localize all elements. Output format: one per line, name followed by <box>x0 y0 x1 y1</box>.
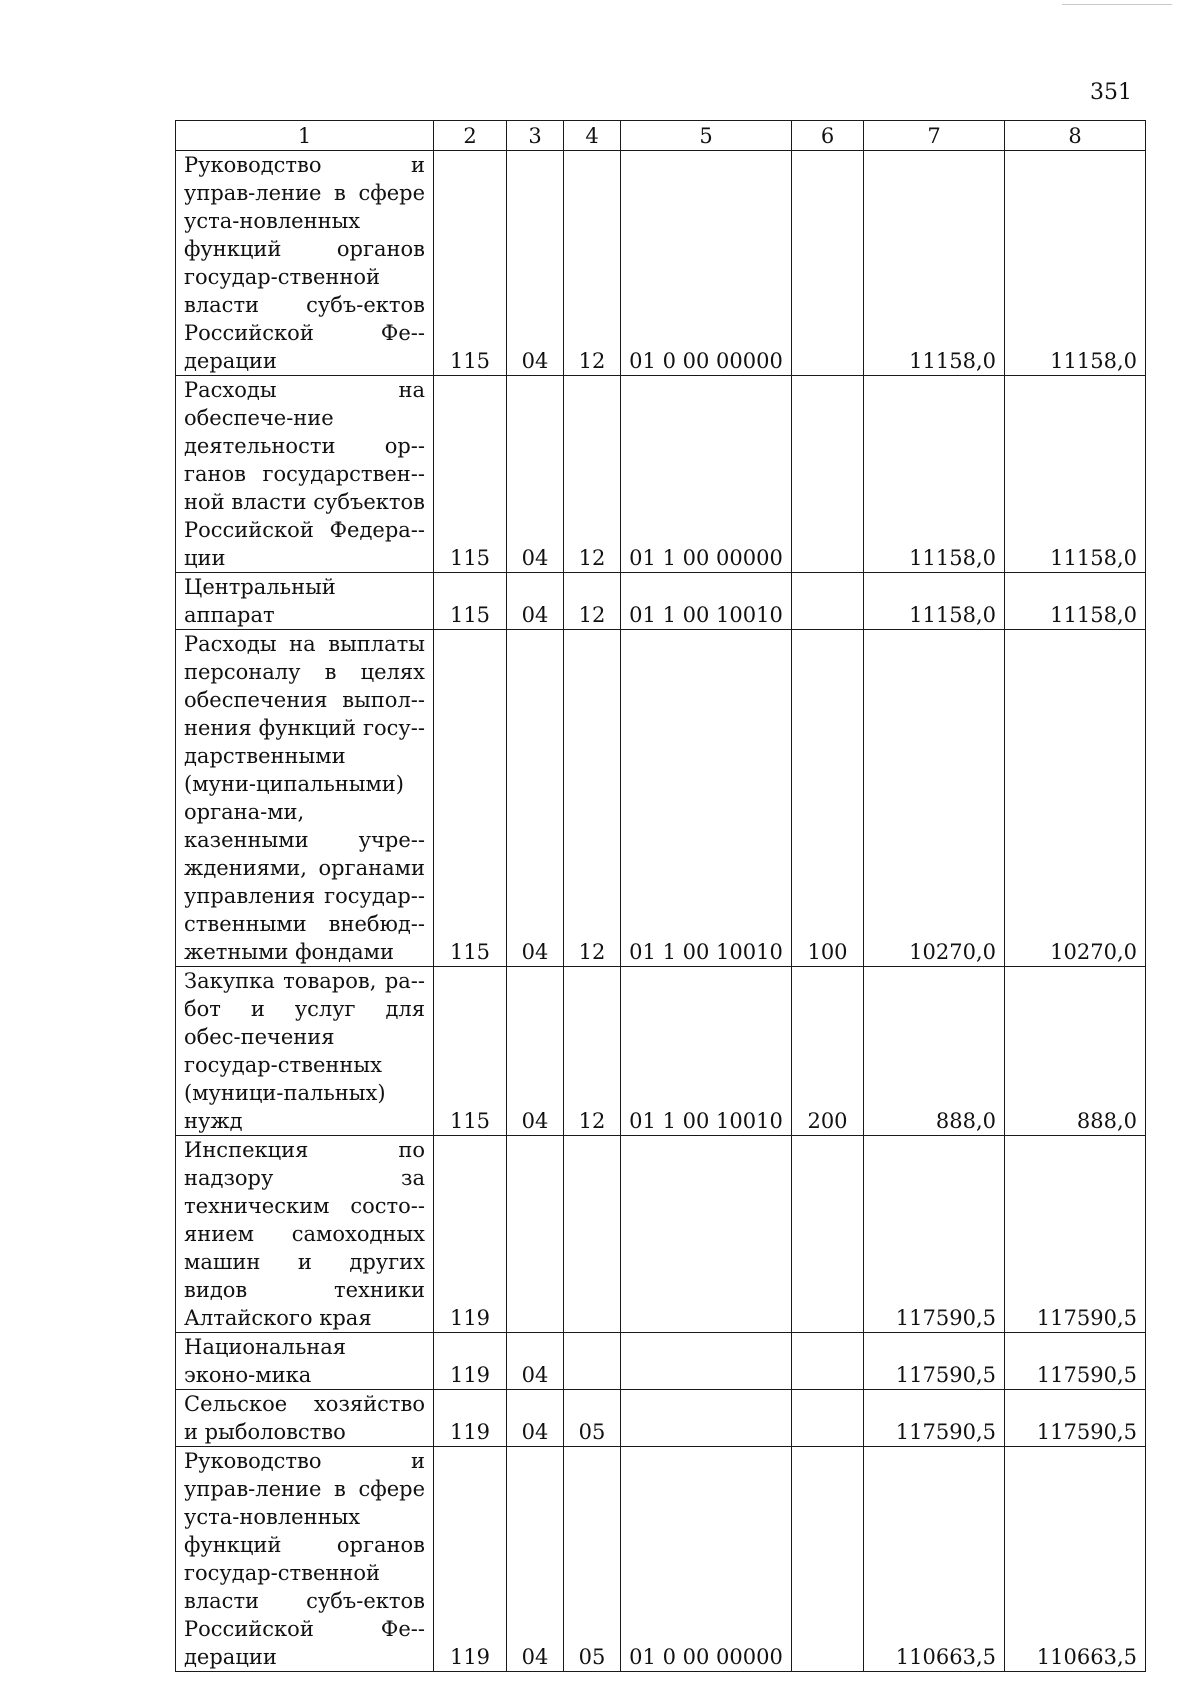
code-cell: 115 <box>434 630 507 967</box>
code-cell: 05 <box>564 1447 621 1672</box>
code-cell: 115 <box>434 376 507 573</box>
code-cell <box>792 151 864 376</box>
code-cell <box>792 1390 864 1447</box>
code-cell: 12 <box>564 630 621 967</box>
code-cell <box>792 573 864 630</box>
header-cell: 5 <box>621 121 792 151</box>
code-cell: 115 <box>434 573 507 630</box>
code-cell: 119 <box>434 1333 507 1390</box>
code-cell: 12 <box>564 967 621 1136</box>
row-description: Инспекция по надзору за техническим состо-янием самоходных машин и других видов техники Алтайского края <box>176 1136 434 1333</box>
header-cell: 1 <box>176 121 434 151</box>
row-description: Закупка товаров, ра-бот и услуг для обес-печения государ-ственных (муници-пальных) нужд <box>176 967 434 1136</box>
amount-cell: 10270,0 <box>1005 630 1146 967</box>
amount-cell: 117590,5 <box>1005 1390 1146 1447</box>
amount-cell: 110663,5 <box>1005 1447 1146 1672</box>
row-description: Руководство и управ-ление в сфере уста-новленных функций органов государ-ственной власти субъ-ектов Российской Фе-дерации <box>176 151 434 376</box>
code-cell: 119 <box>434 1136 507 1333</box>
code-cell: 12 <box>564 376 621 573</box>
amount-cell: 117590,5 <box>1005 1333 1146 1390</box>
amount-cell: 11158,0 <box>864 376 1005 573</box>
code-cell: 01 0 00 00000 <box>621 151 792 376</box>
budget-table <box>175 120 1146 1672</box>
code-cell: 01 1 00 10010 <box>621 573 792 630</box>
amount-cell: 888,0 <box>1005 967 1146 1136</box>
amount-cell: 11158,0 <box>864 573 1005 630</box>
code-cell: 115 <box>434 151 507 376</box>
code-cell: 04 <box>507 1447 564 1672</box>
amount-cell: 117590,5 <box>864 1390 1005 1447</box>
amount-cell: 11158,0 <box>1005 151 1146 376</box>
code-cell: 04 <box>507 1333 564 1390</box>
table-row <box>176 573 1146 630</box>
code-cell: 01 0 00 00000 <box>621 1447 792 1672</box>
top-edge-rule <box>1062 4 1172 5</box>
row-description: Расходы на обеспече-ние деятельности ор-ганов государствен-ной власти субъектов Российской Федера-ции <box>176 376 434 573</box>
row-description: Расходы на выплаты персоналу в целях обеспечения выпол-нения функций госу-дарственными (муни-ципальными) органа-ми, казенными учре-ждениями, органами управления государ-ственными внебюд-жетными фондами <box>176 630 434 967</box>
row-description: Сельское хозяйство и рыболовство <box>176 1390 434 1447</box>
code-cell: 100 <box>792 630 864 967</box>
header-cell: 2 <box>434 121 507 151</box>
header-cell: 4 <box>564 121 621 151</box>
amount-cell: 11158,0 <box>1005 376 1146 573</box>
code-cell: 05 <box>564 1390 621 1447</box>
code-cell <box>792 1447 864 1672</box>
table-row <box>176 1136 1146 1333</box>
table-row <box>176 967 1146 1136</box>
header-cell: 7 <box>864 121 1005 151</box>
header-cell: 8 <box>1005 121 1146 151</box>
amount-cell: 11158,0 <box>1005 573 1146 630</box>
code-cell: 01 1 00 10010 <box>621 967 792 1136</box>
header-row <box>176 121 1146 151</box>
amount-cell: 888,0 <box>864 967 1005 1136</box>
amount-cell: 11158,0 <box>864 151 1005 376</box>
code-cell: 01 1 00 00000 <box>621 376 792 573</box>
amount-cell: 117590,5 <box>1005 1136 1146 1333</box>
code-cell: 12 <box>564 573 621 630</box>
header-cell: 6 <box>792 121 864 151</box>
table-row <box>176 1390 1146 1447</box>
code-cell: 01 1 00 10010 <box>621 630 792 967</box>
row-description: Руководство и управ-ление в сфере уста-новленных функций органов государ-ственной власти субъ-ектов Российской Фе-дерации <box>176 1447 434 1672</box>
table-row <box>176 151 1146 376</box>
row-description: Центральный аппарат <box>176 573 434 630</box>
code-cell: 04 <box>507 376 564 573</box>
table-row <box>176 630 1146 967</box>
code-cell: 115 <box>434 967 507 1136</box>
code-cell: 04 <box>507 151 564 376</box>
row-description: Национальная эконо-мика <box>176 1333 434 1390</box>
code-cell <box>792 1136 864 1333</box>
code-cell <box>564 1333 621 1390</box>
amount-cell: 110663,5 <box>864 1447 1005 1672</box>
page-number: 351 <box>1090 80 1132 105</box>
amount-cell: 10270,0 <box>864 630 1005 967</box>
code-cell <box>621 1390 792 1447</box>
code-cell <box>792 376 864 573</box>
table-row <box>176 1333 1146 1390</box>
code-cell <box>792 1333 864 1390</box>
code-cell: 119 <box>434 1390 507 1447</box>
header-cell: 3 <box>507 121 564 151</box>
amount-cell: 117590,5 <box>864 1136 1005 1333</box>
table-row <box>176 1447 1146 1672</box>
code-cell <box>564 1136 621 1333</box>
code-cell: 200 <box>792 967 864 1136</box>
code-cell: 04 <box>507 630 564 967</box>
amount-cell: 117590,5 <box>864 1333 1005 1390</box>
table-row <box>176 376 1146 573</box>
code-cell: 119 <box>434 1447 507 1672</box>
code-cell <box>507 1136 564 1333</box>
code-cell <box>621 1333 792 1390</box>
code-cell: 04 <box>507 967 564 1136</box>
code-cell: 04 <box>507 573 564 630</box>
code-cell <box>621 1136 792 1333</box>
code-cell: 12 <box>564 151 621 376</box>
budget-table-body <box>176 121 1146 1672</box>
code-cell: 04 <box>507 1390 564 1447</box>
